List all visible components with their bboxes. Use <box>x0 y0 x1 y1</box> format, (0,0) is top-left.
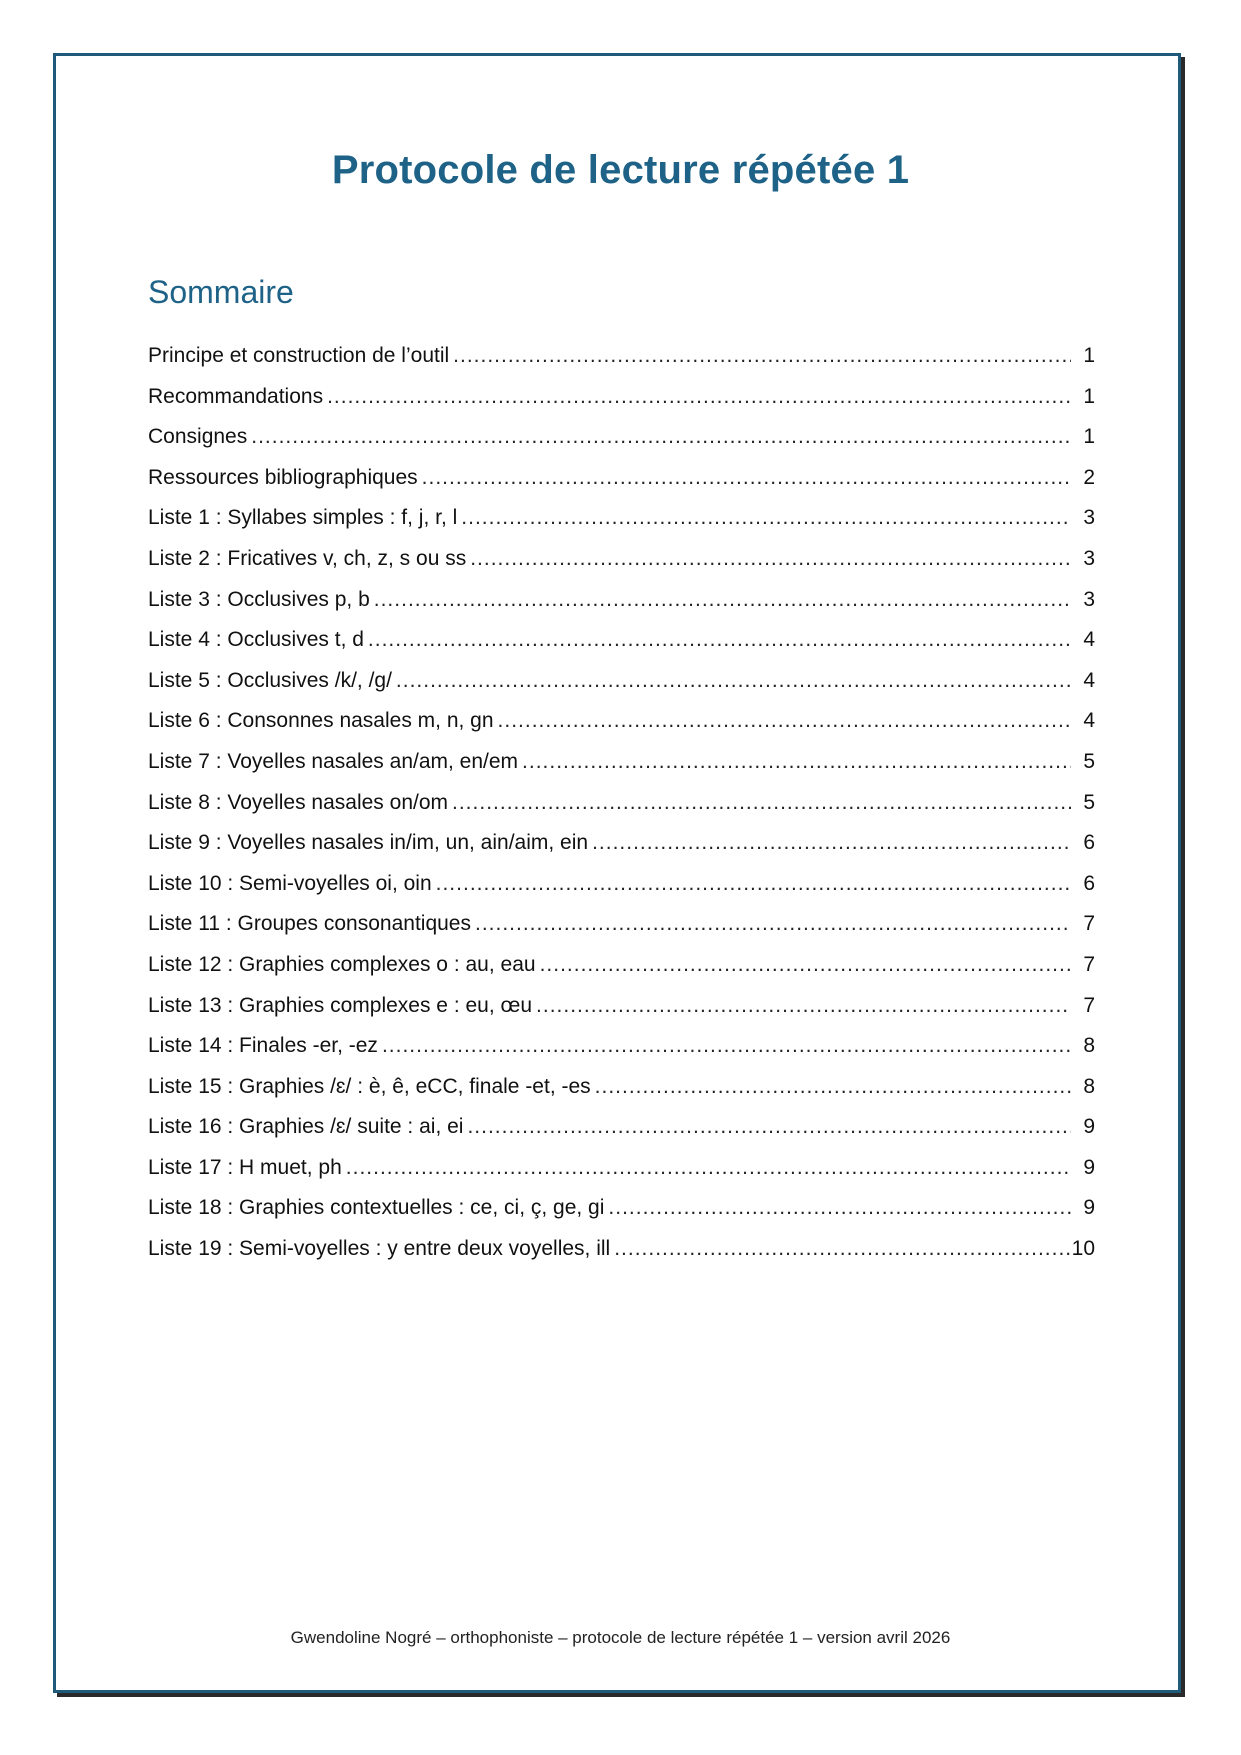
toc-entry[interactable] <box>148 539 1095 580</box>
toc-dot-leader <box>346 1148 1071 1189</box>
toc-dot-leader <box>453 336 1071 377</box>
toc-entry[interactable] <box>148 864 1095 905</box>
toc-dot-leader <box>422 458 1071 499</box>
toc-entry[interactable] <box>148 661 1095 702</box>
toc-entry-label: Liste 16 : Graphies /ɛ/ suite : ai, ei <box>148 1115 464 1139</box>
toc-entry-page-number: 7 <box>1083 912 1095 936</box>
toc-entry-label: Liste 4 : Occlusives t, d <box>148 628 364 652</box>
toc-entry-page-number: 8 <box>1083 1034 1095 1058</box>
toc-dot-leader <box>382 1026 1071 1067</box>
toc-entry-label: Liste 6 : Consonnes nasales m, n, gn <box>148 709 494 733</box>
toc-entry-label: Liste 19 : Semi-voyelles : y entre deux voyelles, ill <box>148 1237 611 1261</box>
toc-entry-page-number: 4 <box>1083 668 1095 692</box>
toc-entry-label: Liste 9 : Voyelles nasales in/im, un, ain/aim, ein <box>148 831 589 855</box>
toc-entry[interactable] <box>148 823 1095 864</box>
toc-entry[interactable] <box>148 783 1095 824</box>
toc-dot-leader <box>436 864 1071 905</box>
toc-entry[interactable] <box>148 945 1095 986</box>
toc-entry-page-number: 5 <box>1083 749 1095 773</box>
page-footer: Gwendoline Nogré – orthophoniste – protocole de lecture répétée 1 – version avril 2026 <box>290 1628 951 1647</box>
toc-entry[interactable] <box>148 336 1095 377</box>
toc-dot-leader <box>522 742 1071 783</box>
toc-entry-label: Liste 2 : Fricatives v, ch, z, s ou ss <box>148 546 467 570</box>
toc-dot-leader <box>467 1107 1071 1148</box>
toc-entry-label: Liste 8 : Voyelles nasales on/om <box>148 790 449 814</box>
toc-entry[interactable] <box>148 498 1095 539</box>
toc-entry-page-number: 7 <box>1083 993 1095 1017</box>
toc-entry-label: Liste 1 : Syllabes simples : f, j, r, l <box>148 506 458 530</box>
toc-entry[interactable] <box>148 1067 1095 1108</box>
toc-entry-page-number: 3 <box>1083 506 1095 530</box>
toc-entry-label: Liste 14 : Finales -er, -ez <box>148 1034 378 1058</box>
toc-entry-page-number: 9 <box>1083 1155 1095 1179</box>
toc-dot-leader <box>327 377 1071 418</box>
toc-entry-page-number: 6 <box>1083 831 1095 855</box>
toc-entry[interactable] <box>148 1148 1095 1189</box>
toc-entry-label: Principe et construction de l’outil <box>148 344 450 367</box>
document-title: Protocole de lecture répétée 1 <box>331 148 910 192</box>
toc-entry-label: Liste 17 : H muet, ph <box>148 1155 342 1179</box>
toc-entry-label: Ressources bibliographiques <box>148 465 418 489</box>
toc-dot-leader <box>475 904 1071 945</box>
toc-entry-page-number: 7 <box>1083 952 1095 976</box>
toc-dot-leader <box>608 1188 1071 1229</box>
toc-entry[interactable] <box>148 1188 1095 1229</box>
toc-dot-leader <box>452 783 1071 824</box>
toc-entry-label: Liste 10 : Semi-voyelles oi, oin <box>148 871 432 895</box>
toc-entry-page-number: 6 <box>1083 871 1095 895</box>
toc-dot-leader <box>536 986 1071 1027</box>
toc-entry-page-number: 9 <box>1083 1115 1095 1139</box>
toc-dot-leader <box>368 620 1071 661</box>
toc-entry-page-number: 5 <box>1083 790 1095 814</box>
toc-entry-page-number: 3 <box>1083 587 1095 611</box>
toc-entry-page-number: 8 <box>1083 1074 1095 1098</box>
toc-dot-leader <box>592 823 1071 864</box>
toc-entry[interactable] <box>148 1229 1095 1270</box>
toc-entry-label: Liste 18 : Graphies contextuelles : ce, ci, ç, ge, gi <box>148 1196 605 1220</box>
toc-entry-page-number: 1 <box>1083 425 1095 449</box>
toc-entry-page-number: 4 <box>1083 628 1095 652</box>
table-of-contents <box>148 336 1095 1270</box>
toc-entry-page-number: 9 <box>1083 1196 1095 1220</box>
toc-entry-label: Liste 12 : Graphies complexes o : au, eau <box>148 952 536 976</box>
toc-entry-label: Liste 13 : Graphies complexes e : eu, œu <box>148 993 533 1017</box>
toc-entry-page-number: 2 <box>1083 465 1095 489</box>
toc-entry[interactable] <box>148 742 1095 783</box>
toc-entry[interactable] <box>148 580 1095 621</box>
toc-dot-leader <box>540 945 1071 986</box>
toc-entry[interactable] <box>148 701 1095 742</box>
toc-dot-leader <box>461 498 1071 539</box>
toc-dot-leader <box>498 701 1071 742</box>
toc-entry[interactable] <box>148 377 1095 418</box>
toc-dot-leader <box>374 580 1071 621</box>
toc-entry-label: Liste 15 : Graphies /ɛ/ : è, ê, eCC, finale -et, -es <box>148 1074 591 1098</box>
toc-entry[interactable] <box>148 1107 1095 1148</box>
toc-entry-label: Recommandations <box>148 384 324 408</box>
toc-dot-leader <box>396 661 1071 702</box>
toc-dot-leader <box>251 417 1071 458</box>
toc-entry[interactable] <box>148 620 1095 661</box>
toc-entry-label: Liste 3 : Occlusives p, b <box>148 587 370 611</box>
toc-entry-label: Liste 5 : Occlusives /k/, /g/ <box>148 668 392 692</box>
toc-entry[interactable] <box>148 458 1095 499</box>
toc-entry[interactable] <box>148 417 1095 458</box>
toc-entry-page-number: 1 <box>1083 384 1095 408</box>
toc-entry-page-number: 3 <box>1083 546 1095 570</box>
toc-entry-label: Consignes <box>148 425 248 449</box>
toc-dot-leader <box>614 1229 1069 1270</box>
toc-entry-page-number: 4 <box>1083 709 1095 733</box>
toc-entry[interactable] <box>148 904 1095 945</box>
toc-entry-page-number: 1 <box>1083 344 1095 367</box>
toc-dot-leader <box>595 1067 1071 1108</box>
toc-heading: Sommaire <box>148 274 294 310</box>
toc-entry-page-number: 10 <box>1071 1237 1095 1261</box>
toc-entry[interactable] <box>148 1026 1095 1067</box>
toc-entry[interactable] <box>148 986 1095 1027</box>
toc-entry-label: Liste 11 : Groupes consonantiques <box>148 912 471 936</box>
toc-entry-label: Liste 7 : Voyelles nasales an/am, en/em <box>148 749 519 773</box>
toc-dot-leader <box>470 539 1071 580</box>
